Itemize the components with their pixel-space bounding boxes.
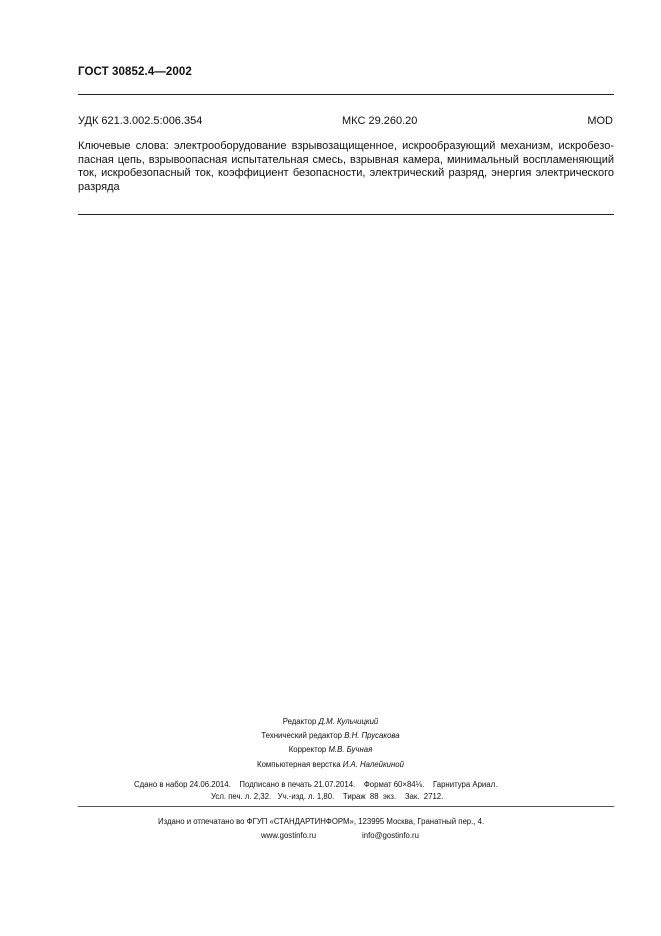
tech-editor-credit xyxy=(0,729,661,743)
corrector-role: Корректор xyxy=(288,745,327,755)
keywords-rule xyxy=(78,214,614,215)
mod-label: MOD xyxy=(587,115,613,127)
print-volume-text: Усл. печ. л. 2,32. Уч.-изд. л. 1,80. Тираж 88 экз. Зак. 2712. xyxy=(211,792,444,801)
header-rule xyxy=(78,94,614,95)
mks-code: МКС 29.260.20 xyxy=(342,115,418,127)
keywords-line: разряда xyxy=(78,180,120,193)
email-link[interactable]: info@gostinfo.ru xyxy=(362,831,419,840)
print-volume-line xyxy=(211,792,443,801)
tech-editor-name: В.Н. Прусакова xyxy=(344,731,400,741)
layout-role: Компьютерная верстка xyxy=(257,759,341,769)
editor-credit xyxy=(0,715,661,729)
credits-block xyxy=(0,715,661,772)
keywords-line: пасная цепь, взрывоопасная испытательная смесь, взрывная камера, минимальный воспламеняющий xyxy=(78,153,614,166)
imprint-rule xyxy=(78,806,614,807)
print-details-text: Сдано в набор 24.06.2014. Подписано в печать 21.07.2014. Формат 60×84⅛. Гарнитура Ариал. xyxy=(134,780,498,789)
udk-code: УДК 621.3.002.5:006.354 xyxy=(78,115,203,127)
publisher-line: Издано и отпечатано во ФГУП «СТАНДАРТИНФОРМ», 123995 Москва, Гранатный пер., 4. xyxy=(158,817,485,826)
keywords-line: ток, искробезопасный ток, коэффициент безопасности, электрический разряд, энергия электрического xyxy=(78,167,614,180)
layout-name: И.А. Налейкиной xyxy=(342,759,404,769)
corrector-credit xyxy=(0,743,661,757)
editor-name: Д.М. Кульчицкий xyxy=(318,717,379,726)
layout-credit xyxy=(0,758,661,772)
website-link[interactable]: www.gostinfo.ru xyxy=(261,831,317,840)
contacts-line xyxy=(261,831,419,840)
corrector-name: М.В. Бучная xyxy=(328,745,373,755)
editor-role: Редактор xyxy=(282,717,317,726)
tech-editor-role: Технический редактор xyxy=(261,731,343,741)
keywords-line: Ключевые слова: электрооборудование взрывозащищенное, искрообразующий механизм, искробезо- xyxy=(78,140,614,152)
print-details-line xyxy=(134,780,497,789)
keywords-block xyxy=(78,140,614,194)
standard-code: ГОСТ 30852.4—2002 xyxy=(78,66,192,78)
